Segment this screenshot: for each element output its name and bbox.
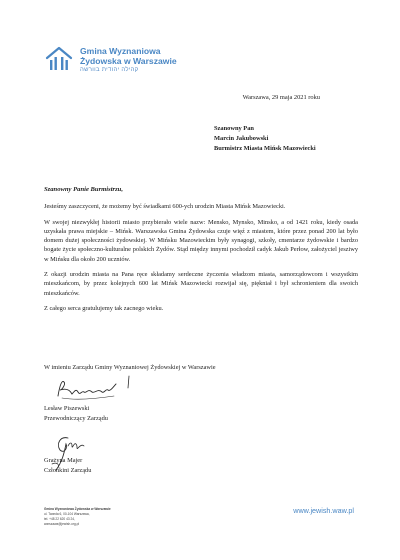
handwritten-signature-1 [54,374,134,404]
org-name-hebrew: קהילה יהודית בוורשה [80,67,139,73]
community-logo-icon [44,44,74,74]
greeting: Szanowny Panie Burmistrzu, [44,186,123,193]
organization-name [80,46,177,75]
signer-1 [44,404,108,424]
org-name-line1: Gmina Wyznaniowa [80,46,161,56]
signer-2-role: Członkini Zarządu [44,467,92,474]
addressee-title: Burmistrz Miasta Mińsk Mazowiecki [214,145,316,152]
signature-intro: W imieniu Zarządu Gminy Wyznaniowej Żydowskiej w Warszawie [44,364,216,371]
footer-phone: tel. +48 22 620 43 24, [44,517,75,521]
org-name-line2: Żydowska w Warszawie [80,56,177,66]
signature-flourish-mark [124,374,134,394]
body-paragraph: Z całego serca gratulujemy tak zacnego wieku. [44,305,164,313]
addressee-block [214,124,316,154]
footer-email: warszawa@jewish.org.pl [44,522,80,526]
footer-org: Gmina Wyznaniowa Żydowska w Warszawie [44,507,111,511]
body-paragraph: Jesteśmy zaszczyceni, że możemy być świadkami 600-ych urodzin Miasta Mińsk Mazowiecki. [44,203,286,210]
footer-address [44,507,111,527]
signer-1-role: Przewodniczący Zarządu [44,415,108,422]
signer-2 [44,456,91,476]
addressee-salutation: Szanowny Pan [214,125,254,132]
signer-1-name: Lesław Piszewski [44,405,90,412]
footer-street: ul. Twarda 6, 00-104 Warszawa, [44,512,90,516]
footer-website-link[interactable]: www.jewish.waw.pl [293,506,354,515]
letter-body [44,202,358,320]
addressee-name: Marcin Jakubowski [214,135,269,142]
body-paragraph: W swojej niezwykłej historii miasto przybierało wiele nazw: Mensko, Mynsko, Minsko, a od 1421 roku, kiedy osada uzyskała prawa miejskie – Mińsk. Warszawska Gmina Żydowska czuje więź z miastem, które przez ponad 200 lat było domem dużej społeczności żydowskiej. W Mińsku Mazowieckim były synagogi, szkoły, cmentarze żydowskie i bardzo bogate życie społeczno-kulturalne polskich Żydów. Stąd między innymi pochodził cadyk Jakub Perłow, założyciel jesziwy w Mińsku dla około 200 uczniów. [44,218,358,263]
signer-2-name: Grażyna Majer [44,457,83,464]
letter-date: Warszawa, 29 maja 2021 roku [242,94,320,101]
body-paragraph: Z okazji urodzin miasta na Pana ręce składamy serdeczne życzenia władzom miasta, samorządowcom i wszystkim mieszkańcom, by przez kolejnych 600 lat Mińsk Mazowiecki rozwijał się, piękniał i był schronieniem dla swoich mieszkańców. [44,271,358,297]
